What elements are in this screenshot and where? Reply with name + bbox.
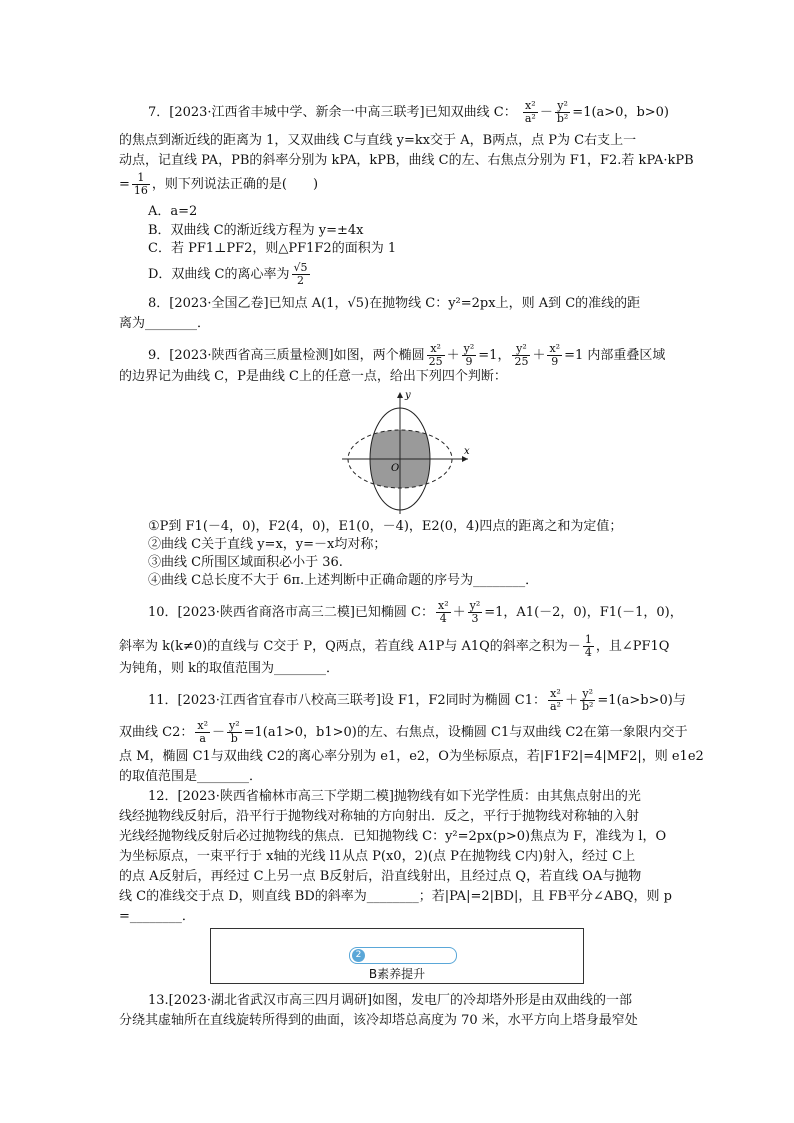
frac-den: 2 xyxy=(297,274,305,287)
q7-option-a: A．a=2 xyxy=(148,204,198,219)
frac-den: 4 xyxy=(439,612,447,625)
frac-den: 25 xyxy=(514,355,529,368)
q11-line2: 双曲线 C2： $\frac{\text{x²}}{a}$ － $\frac{\text{y²}}{b}$ =1(a1>0，b1>0)的左、右焦点，设椭圆 C1与双曲线 C2在第一象限内交于 xyxy=(119,719,688,745)
frac-num: y² xyxy=(229,719,240,732)
frac-num: √5 xyxy=(293,261,308,274)
q7-option-c: C．若 PF1⊥PF2，则△PF1F2的面积为 1 xyxy=(148,241,397,256)
q8-line1: 8．[2023·全国乙卷]已知点 A(1，√5)在抛物线 C：y²=2px上，则 A到 C的准线的距 xyxy=(148,296,641,311)
frac-den: 16 xyxy=(133,184,148,197)
frac-num: 1 xyxy=(132,172,150,185)
q7-option-d-text: D．双曲线 C的离心率为 xyxy=(148,267,290,282)
q9-frac-y-9 xyxy=(462,343,477,368)
q12-line7: =________． xyxy=(119,909,195,924)
q10-line3: 为钝角，则 k的取值范围为________． xyxy=(119,661,340,676)
q13-line2: 分绕其虚轴所在直线旋转所得到的曲面，该冷却塔总高度为 70 米，水平方向上塔身最窄处 xyxy=(119,1013,638,1028)
q7-option-d xyxy=(148,262,312,287)
q9-statement-3: ③曲线 C所围区域面积必小于 36. xyxy=(148,555,343,570)
q11-frac-x-a2 xyxy=(548,688,563,713)
frac-den: b² xyxy=(581,700,594,713)
q10-frac-y-3 xyxy=(468,600,483,625)
frac-num: y² xyxy=(555,100,570,113)
q7-line2: 的焦点到渐近线的距离为 1，又双曲线 C与直线 y=kx交于 A，B两点，点 P为 C右支上一 xyxy=(119,133,637,148)
q13-line1: 13.[2023·湖北省武汉市高三四月调研]如图，发电厂的冷却塔外形是由双曲线的一部 xyxy=(148,993,633,1008)
q9-line2: 的边界记为曲线 C，P是曲线 C上的任意一点，给出下列四个判断： xyxy=(119,369,507,384)
q11-line1: 11．[2023·江西省宜春市八校高三联考]设 F1，F2同时为椭圆 C1： $\frac{\text{x²}}{\text{a²}}$ ＋ $\frac{\text{y²}}{\text{b²}}$ =1(a>b>0)与 xyxy=(148,687,686,713)
frac-num: x² xyxy=(523,100,538,113)
q10-line2 xyxy=(119,634,669,659)
q10-line1: 10．[2023·陕西省商洛市高三二模]已知椭圆 C： $\frac{\text{x²}}{4}$ ＋ $\frac{\text{y²}}{3}$ =1，A1(－2，0)，F1(－1，0)， xyxy=(148,599,683,625)
q9-statement-2: ②曲线 C关于直线 y=x，y=－x均对称； xyxy=(148,537,387,552)
q10-frac-1-4 xyxy=(583,634,594,659)
frac-num: y² xyxy=(463,342,475,355)
q11-line4: 的取值范围是________． xyxy=(119,769,263,784)
q7-eq: = xyxy=(119,177,130,192)
q10-line2-text: 斜率为 k(k≠0)的直线与 C交于 P，Q两点，若直线 A1P与 A1Q的斜率之积为－ xyxy=(119,639,581,654)
frac-den: a² xyxy=(524,112,536,125)
q8-line2: 离为________． xyxy=(119,316,211,331)
two-ellipses-figure xyxy=(340,388,474,516)
q7-option-b: B．双曲线 C的渐近线方程为 y=±4x xyxy=(148,223,364,238)
q12-line3: 光线经抛物线反射后必过抛物线的焦点．已知抛物线 C：y²=2px(p>0)焦点为 F，准线为 l，O xyxy=(119,829,667,844)
q7-line1: 7．[2023·江西省丰城中学、新余一中高三联考]已知双曲线 C： $\frac{\text{x²}}{\text{a²}}$ － $\frac{\text{y²}}{\text{b²}}$ =1(a>0，b>0) xyxy=(148,99,670,125)
frac-den: b² xyxy=(556,112,569,125)
q10-line2-tail: ，且∠PF1Q xyxy=(595,639,670,654)
frac-den: 9 xyxy=(465,355,473,368)
frac-num: y² xyxy=(469,599,481,612)
q11-frac-x-a1 xyxy=(195,720,210,745)
q7-ask: ，则下列说法正确的是( ) xyxy=(151,177,319,192)
frac-num: y² xyxy=(512,343,530,356)
q12-line4: 为坐标原点，一束平行于 x轴的光线 l1从点 P(x0，2)(点 P在抛物线 C内)射入，经过 C上 xyxy=(119,849,636,864)
frac-num: x² xyxy=(197,719,208,732)
q7-head: 7．[2023·江西省丰城中学、新余一中高三联考]已知双曲线 C： xyxy=(148,105,517,120)
q10-cond: =1，A1(－2，0)，F1(－1，0)， xyxy=(484,605,683,620)
q11-line3: 点 M，椭圆 C1与双曲线 C2的离心率分别为 e1，e2，O为坐标原点，若|F1F2|=4|MF2|，则 e1e2 xyxy=(119,749,704,764)
frac-den: 9 xyxy=(551,355,559,368)
q7-frac-sqrt5-2 xyxy=(292,262,310,287)
q11-line2-text: 双曲线 C2： xyxy=(119,725,194,740)
q7-frac-y-b xyxy=(555,100,570,125)
frac-num: x² xyxy=(548,688,563,701)
frac-num: y² xyxy=(580,688,595,701)
q11-frac-y-b2 xyxy=(580,688,595,713)
y-axis-label: y xyxy=(405,390,411,401)
q12-line1: 12．[2023·陕西省榆林市高三下学期二模]抛物线有如下光学性质：由其焦点射出的光 xyxy=(148,789,641,804)
q9-eq2: =1 内部重叠区域 xyxy=(564,348,666,363)
section-banner xyxy=(210,928,584,984)
q11-head: 11．[2023·江西省宜春市八校高三联考]设 F1，F2同时为椭圆 C1： xyxy=(148,693,546,708)
q7-cond: =1(a>0，b>0) xyxy=(572,105,670,120)
q12-line5: 的点 A反射后，再经过 C上另一点 B反射后，沿直线射出，且经过点 Q，若直线 OA与抛物 xyxy=(119,869,642,884)
q7-line4 xyxy=(119,172,318,197)
q11-line2-tail: =1(a1>0，b1>0)的左、右焦点，设椭圆 C1与双曲线 C2在第一象限内交于 xyxy=(243,725,688,740)
frac-den: 3 xyxy=(471,612,479,625)
q9-statement-4: ④曲线 C总长度不大于 6π.上述判断中正确命题的序号为________． xyxy=(148,573,539,588)
frac-num: x² xyxy=(549,342,561,355)
q9-head: 9．[2023·陕西省高三质量检测]如图，两个椭圆 xyxy=(148,348,425,363)
section-number-badge: 2 xyxy=(352,949,365,962)
q9-frac-x-9 xyxy=(547,343,562,368)
frac-den: b xyxy=(230,732,238,745)
q7-line3: 动点，记直线 PA，PB的斜率分别为 kPA，kPB，曲线 C的左、右焦点分别为 F1，F2.若 kPA·kPB xyxy=(119,153,694,168)
frac-num: x² xyxy=(437,599,449,612)
q11-cond: =1(a>b>0)与 xyxy=(597,693,686,708)
q11-frac-y-b1 xyxy=(227,720,242,745)
frac-den: 4 xyxy=(584,646,592,659)
q10-frac-x-4 xyxy=(436,600,451,625)
frac-num: 1 xyxy=(584,633,592,646)
q12-line6: 线 C的准线交于点 D，则直线 BD的斜率为________；若|PA|=2|BD|，且 FB平分∠ABQ，则 p xyxy=(119,889,672,904)
q10-head: 10．[2023·陕西省商洛市高三二模]已知椭圆 C： xyxy=(148,605,434,620)
q12-line2: 线经抛物线反射后，沿平行于抛物线对称轴的方向射出．反之，平行于抛物线对称轴的入射 xyxy=(119,809,640,824)
frac-den: a xyxy=(199,732,206,745)
section-pill xyxy=(349,947,457,964)
origin-label: O xyxy=(391,463,400,474)
q9-frac-x-25 xyxy=(427,343,445,368)
q7-frac-1-16 xyxy=(132,172,150,197)
y-axis-arrow-icon xyxy=(397,392,403,398)
frac-num: x² xyxy=(427,343,445,356)
q9-statement-1: ①P到 F1(－4，0)，F2(4，0)，E1(0，－4)，E2(0，4)四点的距离之和为定值； xyxy=(148,519,623,534)
q9-eq1: =1， xyxy=(478,348,511,363)
section-title: B素养提升 xyxy=(368,967,426,981)
q9-frac-y-25 xyxy=(512,343,530,368)
frac-den: 25 xyxy=(428,355,443,368)
q9-line1: 9．[2023·陕西省高三质量检测]如图，两个椭圆 $\frac{\text{x²}}{25}$ ＋ $\frac{\text{y²}}{9}$ =1， $\frac{\text{y²}}{25}$ ＋ $\frac{\text{x²}}{9}$ =1 内部重叠区域 xyxy=(148,342,666,368)
q7-frac-x-a xyxy=(523,100,538,125)
x-axis-label: x xyxy=(464,446,470,457)
frac-den: a² xyxy=(549,700,561,713)
